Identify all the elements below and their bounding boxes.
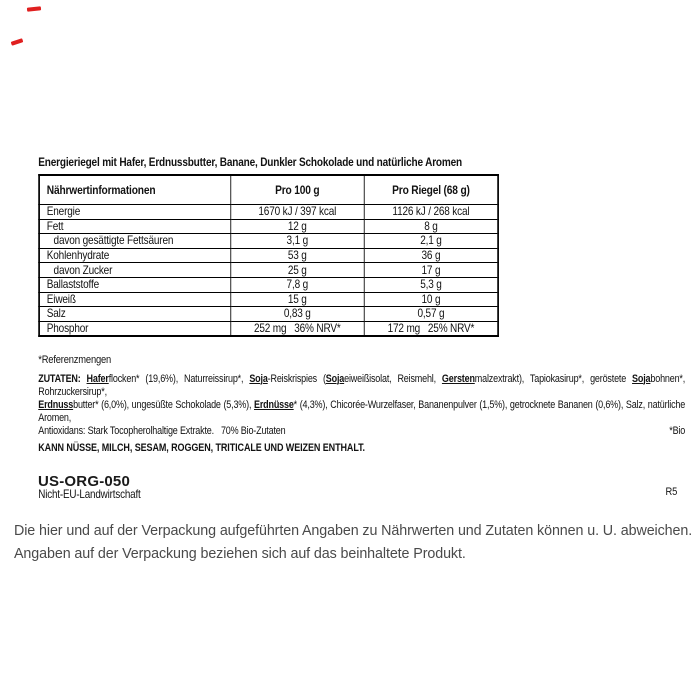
ingredients-block [38,373,685,455]
product-title: Energieriegel mit Hafer, Erdnussbutter, Banane, Dunkler Schokolade und natürliche Aromen [38,155,463,169]
per-100g-value: 1670 kJ / 397 kcal [230,205,364,220]
ingredient-text: flocken* (19,6%), Naturreissirup*, [108,372,250,385]
nutrient-name: Eiweiß [39,292,230,307]
nutrition-table [38,174,499,337]
ingredients-line [38,425,685,438]
farming-origin-label: Nicht-EU-Landwirtschaft [38,488,141,501]
allergen-text: Soja [632,372,651,385]
per-100g-value: 12 g [230,219,364,234]
nutrient-name: davon Zucker [39,263,230,278]
ingredients-line [38,399,685,425]
allergen-text: Soja [249,372,268,385]
table-row [39,219,498,234]
disclaimer-line-1: Die hier und auf der Verpackung aufgeführten Angaben zu Nährwerten und Zutaten können u. U. abweichen. [14,523,693,539]
column-header-per-100g: Pro 100 g [230,175,364,205]
per-bar-value: 1126 kJ / 268 kcal [364,205,498,220]
bio-footnote: *Bio [669,424,686,437]
ingredient-text: eiweißisolat, Reismehl, [344,372,442,385]
ingredient-text: Antioxidans: Stark Tocopherolhaltige Extrakte. 70% Bio-Zutaten [38,424,286,437]
table-row [39,307,498,322]
table-row [39,277,498,292]
per-bar-value: 5,3 g [364,277,498,292]
revision-code: R5 [665,486,678,498]
nutrient-name: Phosphor [39,321,230,336]
nutrition-table-body [39,205,498,337]
allergen-warning: KANN NÜSSE, MILCH, SESAM, ROGGEN, TRITICALE UND WEIZEN ENTHALT. [38,441,365,454]
nutrient-name: Energie [39,205,230,220]
per-bar-value: 0,57 g [364,307,498,322]
per-bar-value: 36 g [364,248,498,263]
ingredient-text: butter* (6,0%), ungesüßte Schokolade (5,3%), [73,398,254,411]
allergen-text: Hafer [86,372,109,385]
nutrient-name: Kohlenhydrate [39,248,230,263]
nutrient-name: Fett [39,219,230,234]
nutrient-name: Ballaststoffe [39,277,230,292]
per-100g-value: 252 mg 36% NRV* [230,321,364,336]
column-header-per-bar: Pro Riegel (68 g) [364,175,498,205]
ingredient-text: malzextrakt), Tapiokasirup*, geröstete [474,372,633,385]
allergen-text: Erdnüsse [253,398,294,411]
ingredients-lines [38,373,685,438]
disclaimer-line-2: Angaben auf der Verpackung beziehen sich auf das beinhaltete Produkt. [14,546,466,562]
per-100g-value: 15 g [230,292,364,307]
per-100g-value: 7,8 g [230,277,364,292]
table-header-row [39,175,498,205]
per-100g-value: 53 g [230,248,364,263]
table-row [39,234,498,249]
table-row [39,292,498,307]
ingredient-text: -Reiskrispies ( [267,372,326,385]
per-bar-value: 10 g [364,292,498,307]
column-header-nutrition-info: Nährwertinformationen [39,175,230,205]
ingredient-text: * (4,3%), Chicorée-Wurzelfaser, Bananenpulver (1,5%), getrocknete Bananen (0,6%), Salz, natürliche Aromen, [38,398,686,424]
ingredients-line [38,373,685,399]
table-row [39,321,498,336]
per-bar-value: 172 mg 25% NRV* [364,321,498,336]
per-100g-value: 3,1 g [230,234,364,249]
organic-cert-code: US-ORG-050 [38,473,131,490]
per-100g-value: 25 g [230,263,364,278]
per-bar-value: 17 g [364,263,498,278]
per-100g-value: 0,83 g [230,307,364,322]
table-row [39,248,498,263]
allergen-text: Gersten [441,372,475,385]
ingredient-text: ZUTATEN: [38,372,87,385]
nutrient-name: Salz [39,307,230,322]
reference-footnote: *Referenzmengen [38,354,112,366]
allergen-text: Soja [325,372,345,385]
per-bar-value: 2,1 g [364,234,498,249]
table-row [39,263,498,278]
nutrient-name: davon gesättigte Fettsäuren [39,234,230,249]
disclaimer-text [14,520,694,566]
table-row [39,205,498,220]
allergen-text: Erdnuss [38,398,74,411]
ingredient-text: bohnen*, Rohrzuckersirup*, [38,372,686,398]
per-bar-value: 8 g [364,219,498,234]
